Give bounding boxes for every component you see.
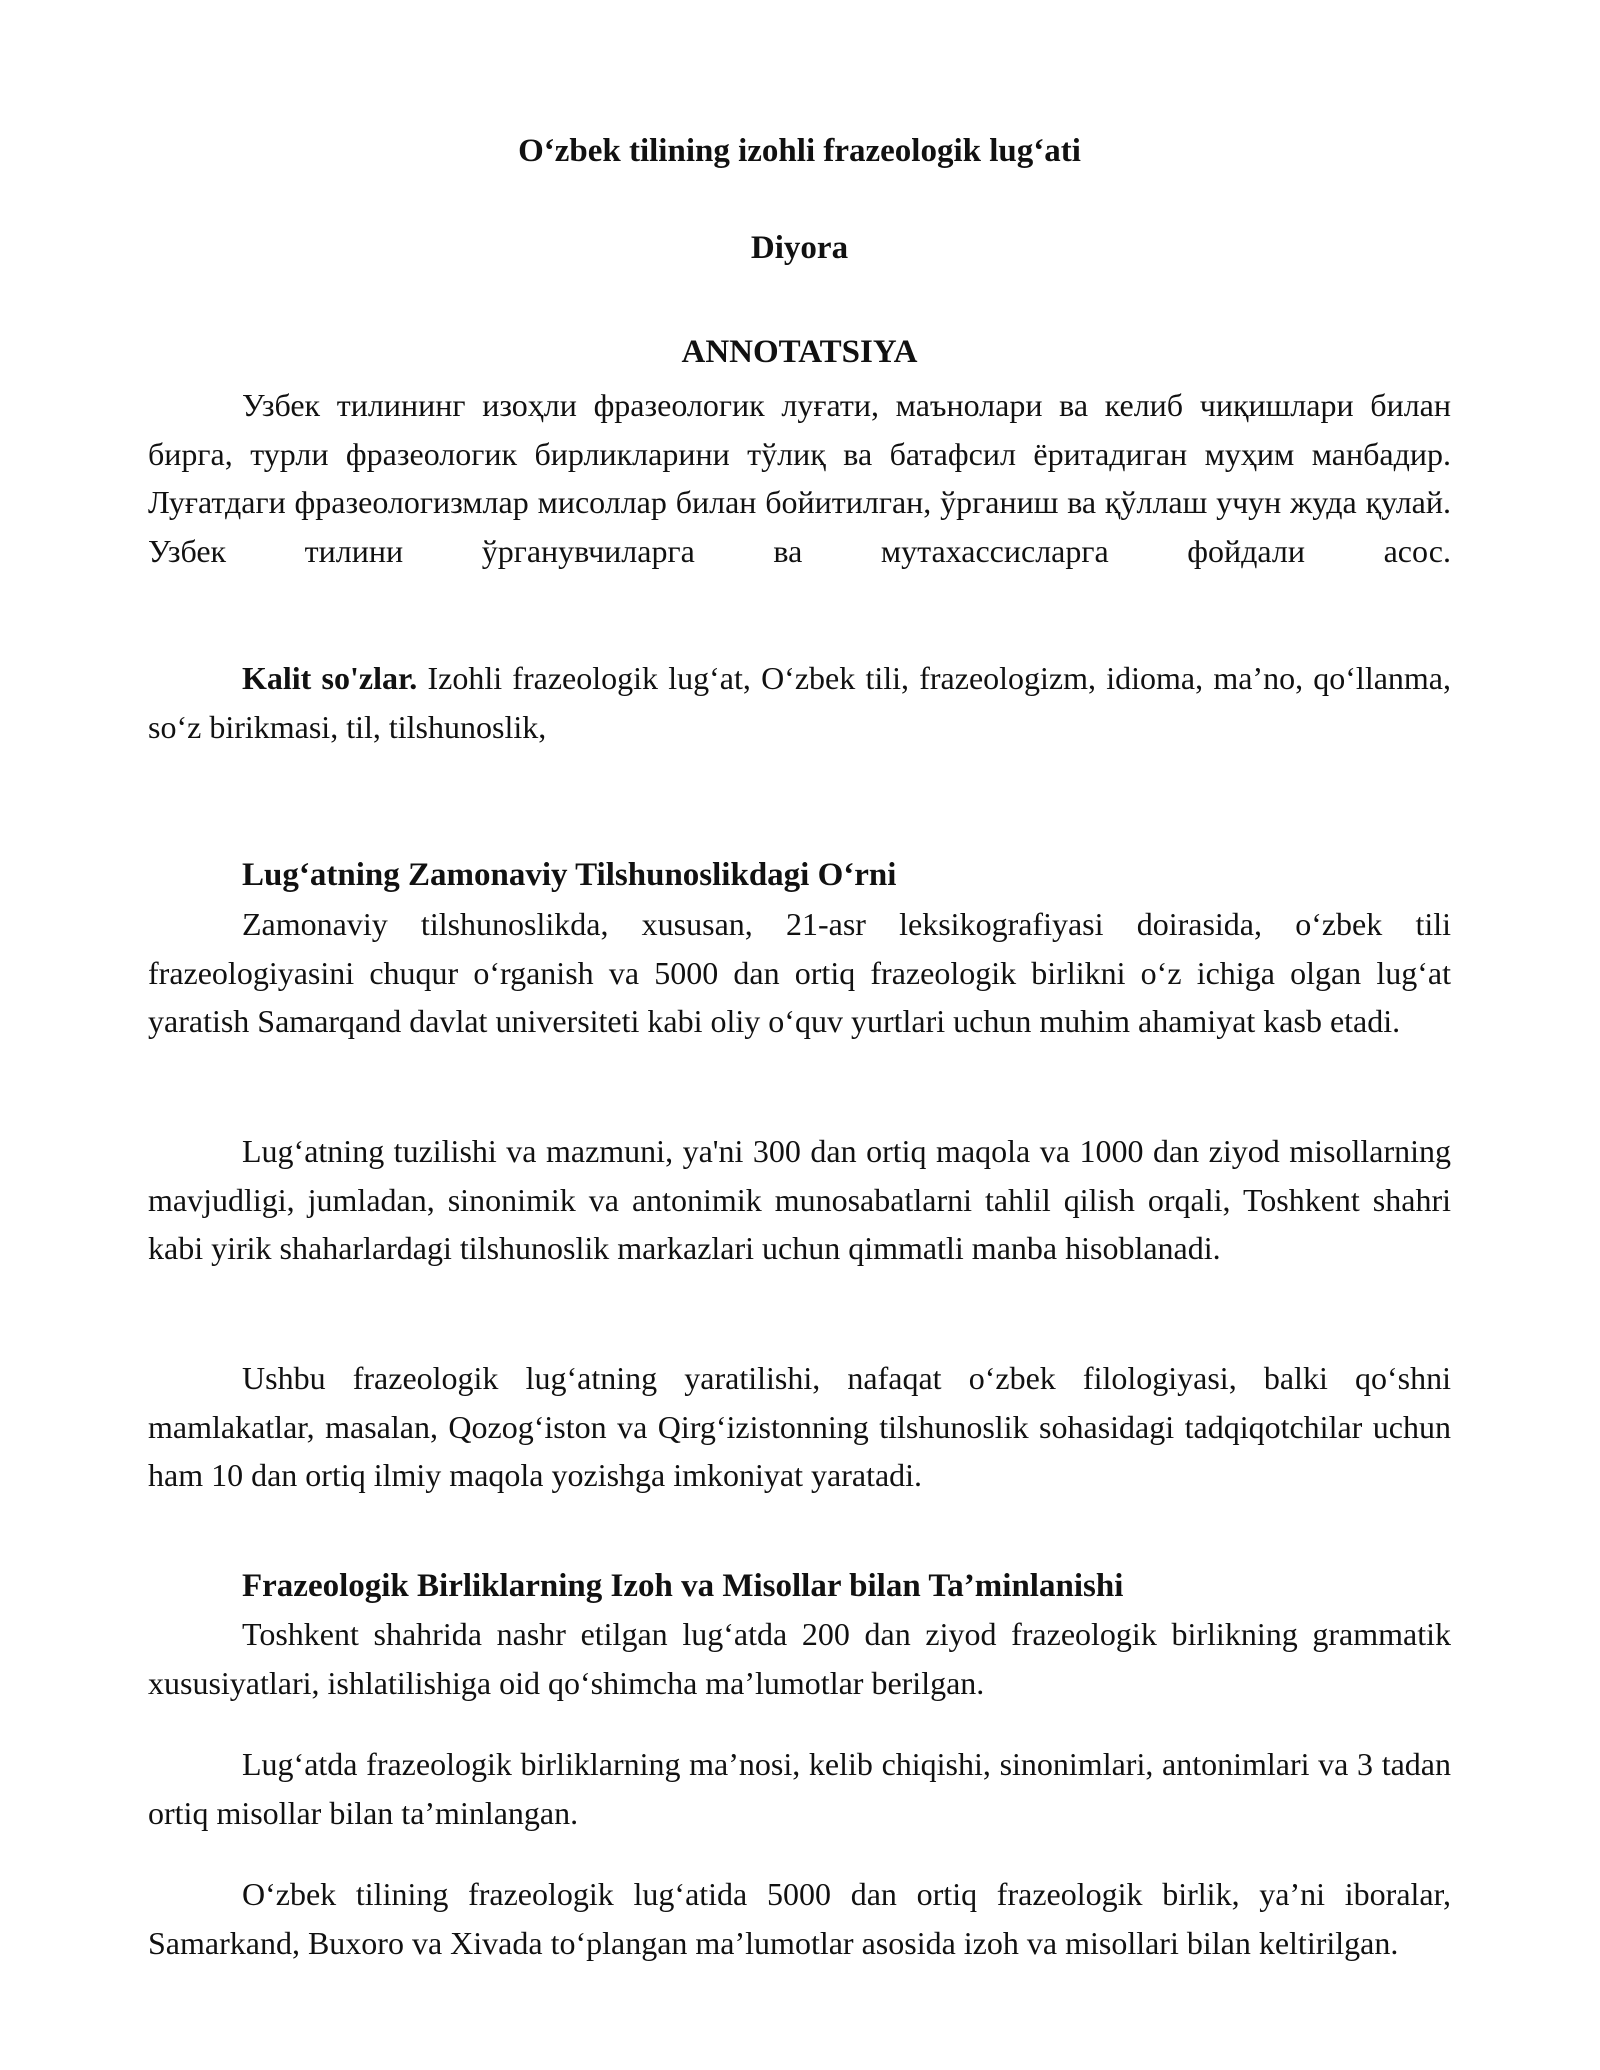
annotation-heading: ANNOTATSIYA — [681, 334, 918, 370]
document-title: O‘zbek tilining izohli frazeologik lug‘ati — [518, 133, 1081, 169]
section2-heading: Frazeologik Birliklarning Izoh va Misollar bilan Ta’minlanishi — [242, 1568, 1124, 1604]
section2-paragraph-3: O‘zbek tilining frazeologik lug‘atida 5000 dan ortiq frazeologik birlik, ya’ni iboralar, Samarkand, Buxoro va Xivada to‘plangan ma’lumotlar asosida izoh va misollari bilan keltirilgan. — [148, 1876, 1451, 1961]
section2-paragraph-2: Lug‘atda frazeologik birliklarning ma’nosi, kelib chiqishi, sinonimlari, antonimlari va 3 tadan ortiq misollar bilan ta’minlangan. — [148, 1746, 1451, 1831]
section1-heading: Lug‘atning Zamonaviy Tilshunoslikdagi O‘rni — [242, 857, 897, 893]
annotation-paragraph: Узбек тилининг изоҳли фразеологик луғати, маънолари ва келиб чиқишлари билан бирга, турли фразеологик бирликларини тўлиқ ва батафсил ёритадиган муҳим манбадир. Луғатдаги фразеологизмлар мисоллар билан бойитилган, ўрганиш ва қўллаш учун жуда қулай. Узбек тилини ўрганувчиларга ва мутахассисларга фойдали асос. — [148, 387, 1451, 569]
document-author: Diyora — [750, 230, 849, 266]
keywords-paragraph — [148, 654, 1451, 751]
keywords-text: Izohli frazeologik lug‘at, O‘zbek tili, frazeologizm, idioma, ma’no, qo‘llanma, so‘z birikmasi, til, tilshunoslik, — [148, 660, 1452, 745]
section1-paragraph-2: Lug‘atning tuzilishi va mazmuni, ya'ni 300 dan ortiq maqola va 1000 dan ziyod misollarning mavjudligi, jumladan, sinonimik va antonimik munosabatlarni tahlil qilish orqali, Toshkent shahri kabi yirik shaharlardagi tilshunoslik markazlari uchun qimmatli manba hisoblanadi. — [148, 1133, 1451, 1266]
section1-paragraph-1: Zamonaviy tilshunoslikda, xususan, 21-asr leksikografiyasi doirasida, o‘zbek tili frazeologiyasini chuqur o‘rganish va 5000 dan ortiq frazeologik birlikni o‘z ichiga olgan lug‘at yaratish Samarqand davlat universiteti kabi oliy o‘quv yurtlari uchun muhim ahamiyat kasb etadi. — [148, 906, 1451, 1039]
section1-paragraph-3: Ushbu frazeologik lug‘atning yaratilishi, nafaqat o‘zbek filologiyasi, balki qo‘shni mamlakatlar, masalan, Qozog‘iston va Qirg‘izistonning tilshunoslik sohasidagi tadqiqotchilar uchun ham 10 dan ortiq ilmiy maqola yozishga imkoniyat yaratadi. — [148, 1360, 1451, 1493]
keywords-label: Kalit so'zlar. — [242, 660, 418, 696]
section2-paragraph-1: Toshkent shahrida nashr etilgan lug‘atda 200 dan ziyod frazeologik birlikning grammatik xususiyatlari, ishlatilishiga oid qo‘shimcha ma’lumotlar berilgan. — [148, 1616, 1451, 1701]
